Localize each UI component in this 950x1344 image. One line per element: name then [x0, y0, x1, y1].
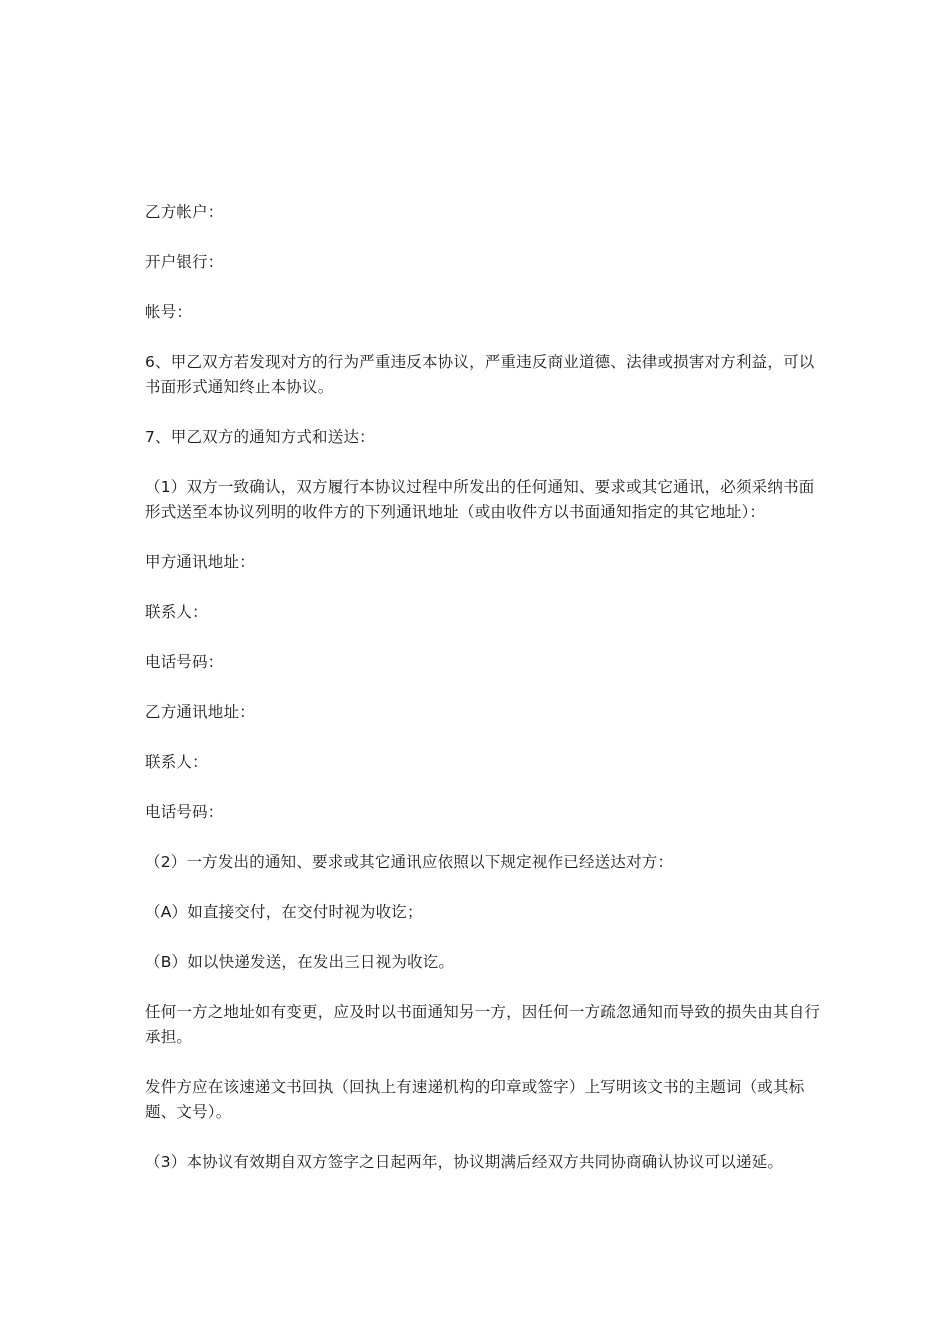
party-a-phone-label: 电话号码： — [145, 653, 224, 671]
party-b-address-label: 乙方通讯地址： — [145, 703, 255, 721]
clause-7-2-text: （2）一方发出的通知、要求或其它通讯应依照以下规定视作已经送达对方： — [145, 853, 674, 871]
clause-7-1-text: （1）双方一致确认，双方履行本协议过程中所发出的任何通知、要求或其它通讯，必须采纳书面形式送至本协议列明的收件方的下列通讯地址（或由收件方以书面通知指定的其它地址）： — [145, 478, 815, 521]
bank-name-label: 开户银行： — [145, 253, 224, 271]
clause-7-2-b-text: （B）如以快递发送，在发出三日视为收讫。 — [145, 953, 455, 971]
party-a-contact-label: 联系人： — [145, 603, 208, 621]
clause-7-3-text: （3）本协议有效期自双方签字之日起两年，协议期满后经双方共同协商确认协议可以递延。 — [145, 1153, 784, 1171]
party-a-address-label: 甲方通讯地址： — [145, 553, 255, 571]
party-b-account-label: 乙方帐户： — [145, 203, 224, 221]
party-b-phone-label: 电话号码： — [145, 803, 224, 821]
clause-6-termination: 6、甲乙双方若发现对方的行为严重违反本协议，严重违反商业道德、法律或损害对方利益，可以书面形式通知终止本协议。 — [145, 353, 815, 396]
clause-7-2-a-text: （A）如直接交付，在交付时视为收讫； — [145, 903, 423, 921]
party-b-contact-label: 联系人： — [145, 753, 208, 771]
account-number-label: 帐号： — [145, 303, 193, 321]
address-change-text: 任何一方之地址如有变更，应及时以书面通知另一方，因任何一方疏忽通知而导致的损失由其自行承担。 — [145, 1003, 821, 1046]
document-body — [145, 200, 825, 1200]
courier-receipt-text: 发件方应在该速递文书回执（回执上有速递机构的印章或签字）上写明该文书的主题词（或其标题、文号）。 — [145, 1078, 805, 1121]
clause-7-heading: 7、甲乙双方的通知方式和送达： — [145, 428, 375, 446]
